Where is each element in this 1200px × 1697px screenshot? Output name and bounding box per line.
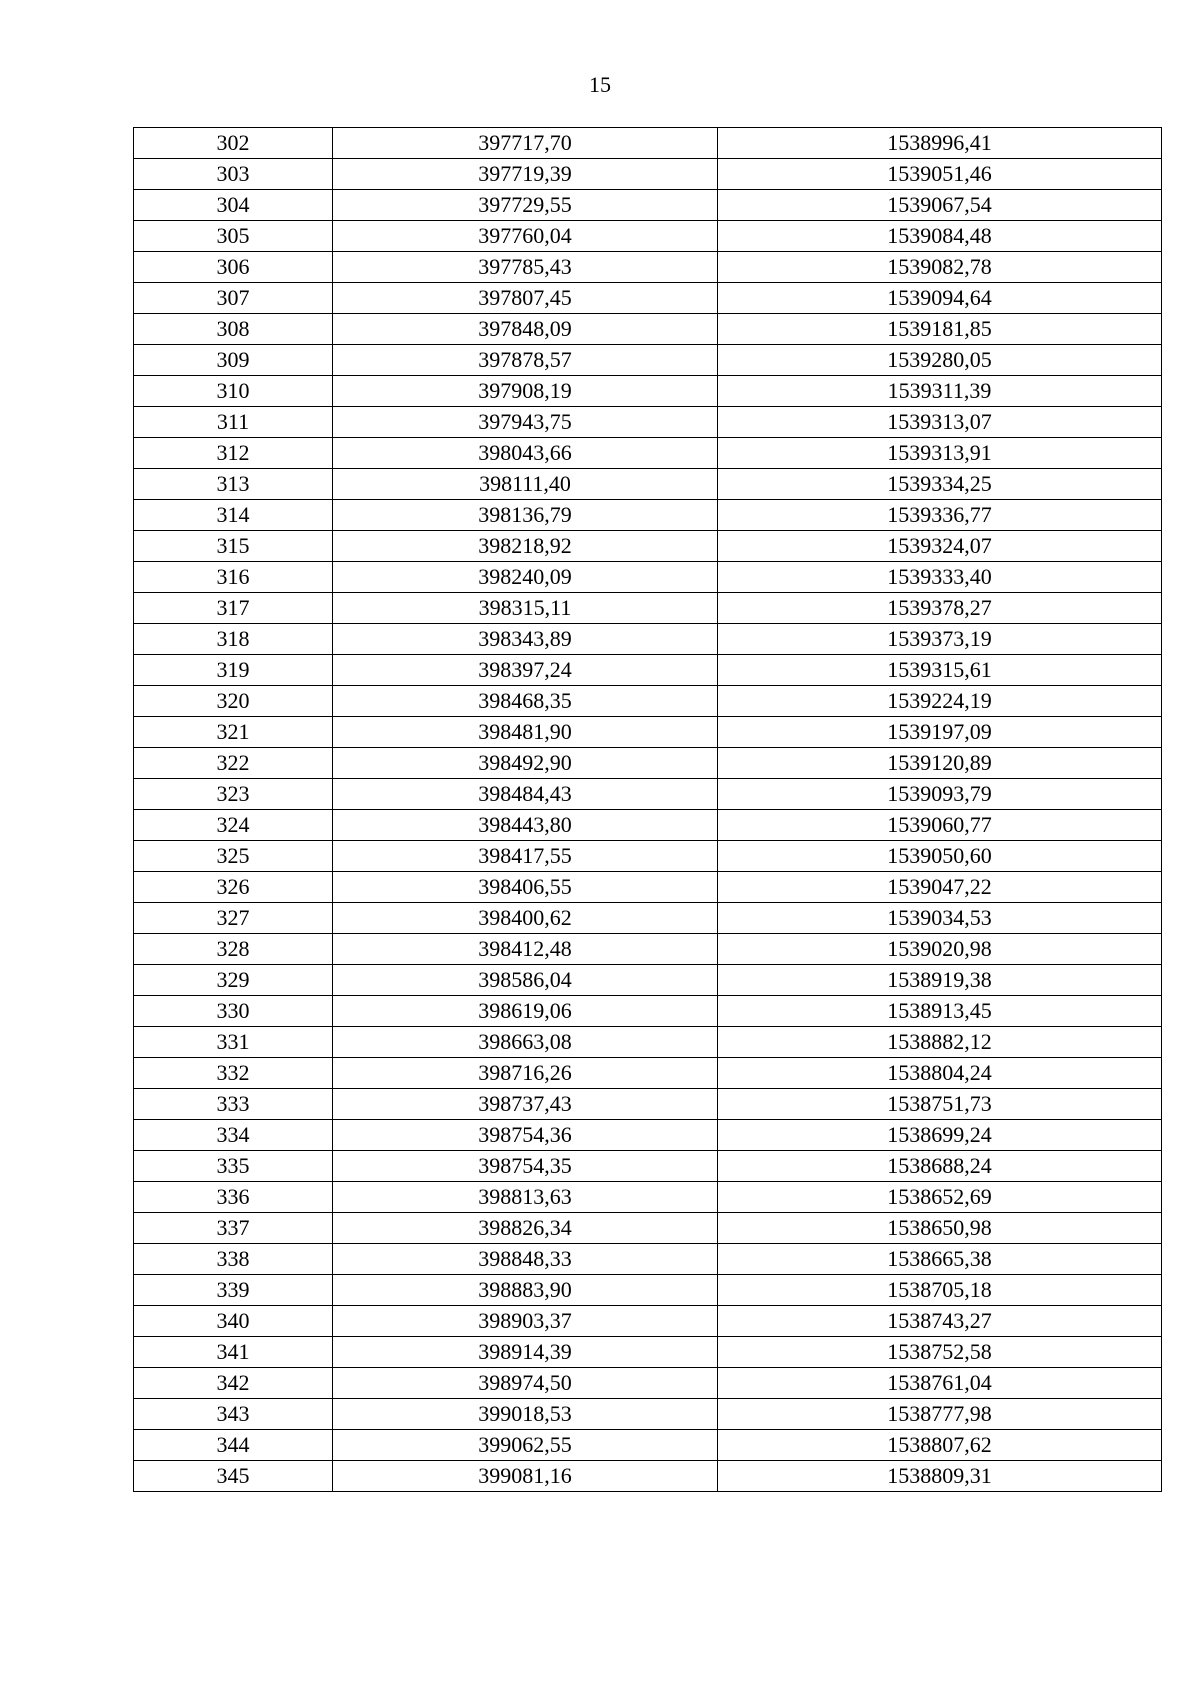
table-row — [134, 872, 1162, 903]
x-coordinate-cell: 397717,70 — [333, 128, 718, 159]
point-number-cell: 337 — [134, 1213, 333, 1244]
point-number-cell: 345 — [134, 1461, 333, 1492]
point-number-cell: 330 — [134, 996, 333, 1027]
point-number-cell: 321 — [134, 717, 333, 748]
table-row — [134, 252, 1162, 283]
table-row — [134, 903, 1162, 934]
point-number-cell: 311 — [134, 407, 333, 438]
point-number-cell: 313 — [134, 469, 333, 500]
table-row — [134, 562, 1162, 593]
point-number-cell: 314 — [134, 500, 333, 531]
y-coordinate-cell: 1539280,05 — [718, 345, 1162, 376]
table-row — [134, 1089, 1162, 1120]
point-number-cell: 334 — [134, 1120, 333, 1151]
x-coordinate-cell: 398468,35 — [333, 686, 718, 717]
point-number-cell: 331 — [134, 1027, 333, 1058]
y-coordinate-cell: 1538652,69 — [718, 1182, 1162, 1213]
table-row — [134, 1337, 1162, 1368]
x-coordinate-cell: 398315,11 — [333, 593, 718, 624]
x-coordinate-cell: 398240,09 — [333, 562, 718, 593]
x-coordinate-cell: 397848,09 — [333, 314, 718, 345]
point-number-cell: 302 — [134, 128, 333, 159]
y-coordinate-cell: 1539313,07 — [718, 407, 1162, 438]
y-coordinate-cell: 1539373,19 — [718, 624, 1162, 655]
table-row — [134, 779, 1162, 810]
table-row — [134, 1430, 1162, 1461]
x-coordinate-cell: 398484,43 — [333, 779, 718, 810]
x-coordinate-cell: 399018,53 — [333, 1399, 718, 1430]
table-row — [134, 190, 1162, 221]
y-coordinate-cell: 1539067,54 — [718, 190, 1162, 221]
table-row — [134, 1213, 1162, 1244]
x-coordinate-cell: 398492,90 — [333, 748, 718, 779]
table-row — [134, 128, 1162, 159]
table-row — [134, 1244, 1162, 1275]
y-coordinate-cell: 1539120,89 — [718, 748, 1162, 779]
table-row — [134, 531, 1162, 562]
table-row — [134, 593, 1162, 624]
point-number-cell: 323 — [134, 779, 333, 810]
x-coordinate-cell: 398406,55 — [333, 872, 718, 903]
y-coordinate-cell: 1539094,64 — [718, 283, 1162, 314]
point-number-cell: 303 — [134, 159, 333, 190]
y-coordinate-cell: 1538882,12 — [718, 1027, 1162, 1058]
point-number-cell: 307 — [134, 283, 333, 314]
table-row — [134, 1368, 1162, 1399]
table-row — [134, 1306, 1162, 1337]
point-number-cell: 333 — [134, 1089, 333, 1120]
point-number-cell: 325 — [134, 841, 333, 872]
x-coordinate-cell: 398903,37 — [333, 1306, 718, 1337]
table-row — [134, 624, 1162, 655]
x-coordinate-cell: 398737,43 — [333, 1089, 718, 1120]
x-coordinate-cell: 397878,57 — [333, 345, 718, 376]
x-coordinate-cell: 397729,55 — [333, 190, 718, 221]
x-coordinate-cell: 398136,79 — [333, 500, 718, 531]
y-coordinate-cell: 1539047,22 — [718, 872, 1162, 903]
point-number-cell: 336 — [134, 1182, 333, 1213]
x-coordinate-cell: 398826,34 — [333, 1213, 718, 1244]
table-row — [134, 159, 1162, 190]
table-row — [134, 345, 1162, 376]
y-coordinate-cell: 1538699,24 — [718, 1120, 1162, 1151]
x-coordinate-cell: 398754,36 — [333, 1120, 718, 1151]
table-row — [134, 469, 1162, 500]
x-coordinate-cell: 398883,90 — [333, 1275, 718, 1306]
point-number-cell: 308 — [134, 314, 333, 345]
table-row — [134, 934, 1162, 965]
table-row — [134, 810, 1162, 841]
page-number: 15 — [589, 72, 611, 97]
table-row — [134, 407, 1162, 438]
point-number-cell: 319 — [134, 655, 333, 686]
point-number-cell: 339 — [134, 1275, 333, 1306]
point-number-cell: 306 — [134, 252, 333, 283]
x-coordinate-cell: 399081,16 — [333, 1461, 718, 1492]
point-number-cell: 340 — [134, 1306, 333, 1337]
table-row — [134, 1027, 1162, 1058]
point-number-cell: 344 — [134, 1430, 333, 1461]
table-row — [134, 996, 1162, 1027]
table-row — [134, 500, 1162, 531]
point-number-cell: 335 — [134, 1151, 333, 1182]
y-coordinate-cell: 1538804,24 — [718, 1058, 1162, 1089]
x-coordinate-cell: 398754,35 — [333, 1151, 718, 1182]
point-number-cell: 324 — [134, 810, 333, 841]
y-coordinate-cell: 1538996,41 — [718, 128, 1162, 159]
y-coordinate-cell: 1539060,77 — [718, 810, 1162, 841]
y-coordinate-cell: 1539311,39 — [718, 376, 1162, 407]
table-row — [134, 376, 1162, 407]
point-number-cell: 320 — [134, 686, 333, 717]
table-row — [134, 717, 1162, 748]
x-coordinate-cell: 398848,33 — [333, 1244, 718, 1275]
table-row — [134, 1399, 1162, 1430]
y-coordinate-cell: 1539315,61 — [718, 655, 1162, 686]
point-number-cell: 315 — [134, 531, 333, 562]
x-coordinate-cell: 398412,48 — [333, 934, 718, 965]
point-number-cell: 332 — [134, 1058, 333, 1089]
table-row — [134, 1151, 1162, 1182]
point-number-cell: 327 — [134, 903, 333, 934]
y-coordinate-cell: 1539313,91 — [718, 438, 1162, 469]
x-coordinate-cell: 398586,04 — [333, 965, 718, 996]
x-coordinate-cell: 397719,39 — [333, 159, 718, 190]
point-number-cell: 342 — [134, 1368, 333, 1399]
coordinates-table — [133, 127, 1162, 1492]
x-coordinate-cell: 397908,19 — [333, 376, 718, 407]
y-coordinate-cell: 1538777,98 — [718, 1399, 1162, 1430]
y-coordinate-cell: 1539334,25 — [718, 469, 1162, 500]
x-coordinate-cell: 397807,45 — [333, 283, 718, 314]
x-coordinate-cell: 398111,40 — [333, 469, 718, 500]
x-coordinate-cell: 398663,08 — [333, 1027, 718, 1058]
table-row — [134, 1120, 1162, 1151]
point-number-cell: 322 — [134, 748, 333, 779]
table-row — [134, 748, 1162, 779]
y-coordinate-cell: 1539336,77 — [718, 500, 1162, 531]
y-coordinate-cell: 1539082,78 — [718, 252, 1162, 283]
y-coordinate-cell: 1538761,04 — [718, 1368, 1162, 1399]
y-coordinate-cell: 1539224,19 — [718, 686, 1162, 717]
y-coordinate-cell: 1539020,98 — [718, 934, 1162, 965]
y-coordinate-cell: 1539034,53 — [718, 903, 1162, 934]
point-number-cell: 310 — [134, 376, 333, 407]
table-row — [134, 314, 1162, 345]
x-coordinate-cell: 397785,43 — [333, 252, 718, 283]
table-row — [134, 686, 1162, 717]
y-coordinate-cell: 1538743,27 — [718, 1306, 1162, 1337]
point-number-cell: 305 — [134, 221, 333, 252]
y-coordinate-cell: 1539084,48 — [718, 221, 1162, 252]
y-coordinate-cell: 1538913,45 — [718, 996, 1162, 1027]
x-coordinate-cell: 398218,92 — [333, 531, 718, 562]
x-coordinate-cell: 397943,75 — [333, 407, 718, 438]
y-coordinate-cell: 1538665,38 — [718, 1244, 1162, 1275]
y-coordinate-cell: 1539050,60 — [718, 841, 1162, 872]
coordinates-table-body — [134, 128, 1162, 1492]
x-coordinate-cell: 398343,89 — [333, 624, 718, 655]
x-coordinate-cell: 398619,06 — [333, 996, 718, 1027]
x-coordinate-cell: 398481,90 — [333, 717, 718, 748]
x-coordinate-cell: 398914,39 — [333, 1337, 718, 1368]
point-number-cell: 338 — [134, 1244, 333, 1275]
point-number-cell: 343 — [134, 1399, 333, 1430]
point-number-cell: 328 — [134, 934, 333, 965]
y-coordinate-cell: 1539051,46 — [718, 159, 1162, 190]
x-coordinate-cell: 398443,80 — [333, 810, 718, 841]
y-coordinate-cell: 1538650,98 — [718, 1213, 1162, 1244]
y-coordinate-cell: 1539197,09 — [718, 717, 1162, 748]
table-row — [134, 1058, 1162, 1089]
x-coordinate-cell: 398400,62 — [333, 903, 718, 934]
table-row — [134, 438, 1162, 469]
x-coordinate-cell: 397760,04 — [333, 221, 718, 252]
x-coordinate-cell: 399062,55 — [333, 1430, 718, 1461]
point-number-cell: 312 — [134, 438, 333, 469]
y-coordinate-cell: 1538705,18 — [718, 1275, 1162, 1306]
y-coordinate-cell: 1539324,07 — [718, 531, 1162, 562]
y-coordinate-cell: 1539181,85 — [718, 314, 1162, 345]
x-coordinate-cell: 398397,24 — [333, 655, 718, 686]
table-row — [134, 965, 1162, 996]
table-row — [134, 1182, 1162, 1213]
table-row — [134, 1461, 1162, 1492]
x-coordinate-cell: 398974,50 — [333, 1368, 718, 1399]
point-number-cell: 329 — [134, 965, 333, 996]
point-number-cell: 317 — [134, 593, 333, 624]
x-coordinate-cell: 398043,66 — [333, 438, 718, 469]
point-number-cell: 318 — [134, 624, 333, 655]
x-coordinate-cell: 398716,26 — [333, 1058, 718, 1089]
y-coordinate-cell: 1538919,38 — [718, 965, 1162, 996]
y-coordinate-cell: 1539378,27 — [718, 593, 1162, 624]
point-number-cell: 304 — [134, 190, 333, 221]
y-coordinate-cell: 1538809,31 — [718, 1461, 1162, 1492]
x-coordinate-cell: 398417,55 — [333, 841, 718, 872]
point-number-cell: 341 — [134, 1337, 333, 1368]
y-coordinate-cell: 1538688,24 — [718, 1151, 1162, 1182]
table-row — [134, 221, 1162, 252]
x-coordinate-cell: 398813,63 — [333, 1182, 718, 1213]
y-coordinate-cell: 1539333,40 — [718, 562, 1162, 593]
y-coordinate-cell: 1538807,62 — [718, 1430, 1162, 1461]
y-coordinate-cell: 1538751,73 — [718, 1089, 1162, 1120]
y-coordinate-cell: 1538752,58 — [718, 1337, 1162, 1368]
y-coordinate-cell: 1539093,79 — [718, 779, 1162, 810]
table-row — [134, 283, 1162, 314]
table-row — [134, 841, 1162, 872]
table-row — [134, 1275, 1162, 1306]
point-number-cell: 309 — [134, 345, 333, 376]
point-number-cell: 316 — [134, 562, 333, 593]
point-number-cell: 326 — [134, 872, 333, 903]
table-row — [134, 655, 1162, 686]
